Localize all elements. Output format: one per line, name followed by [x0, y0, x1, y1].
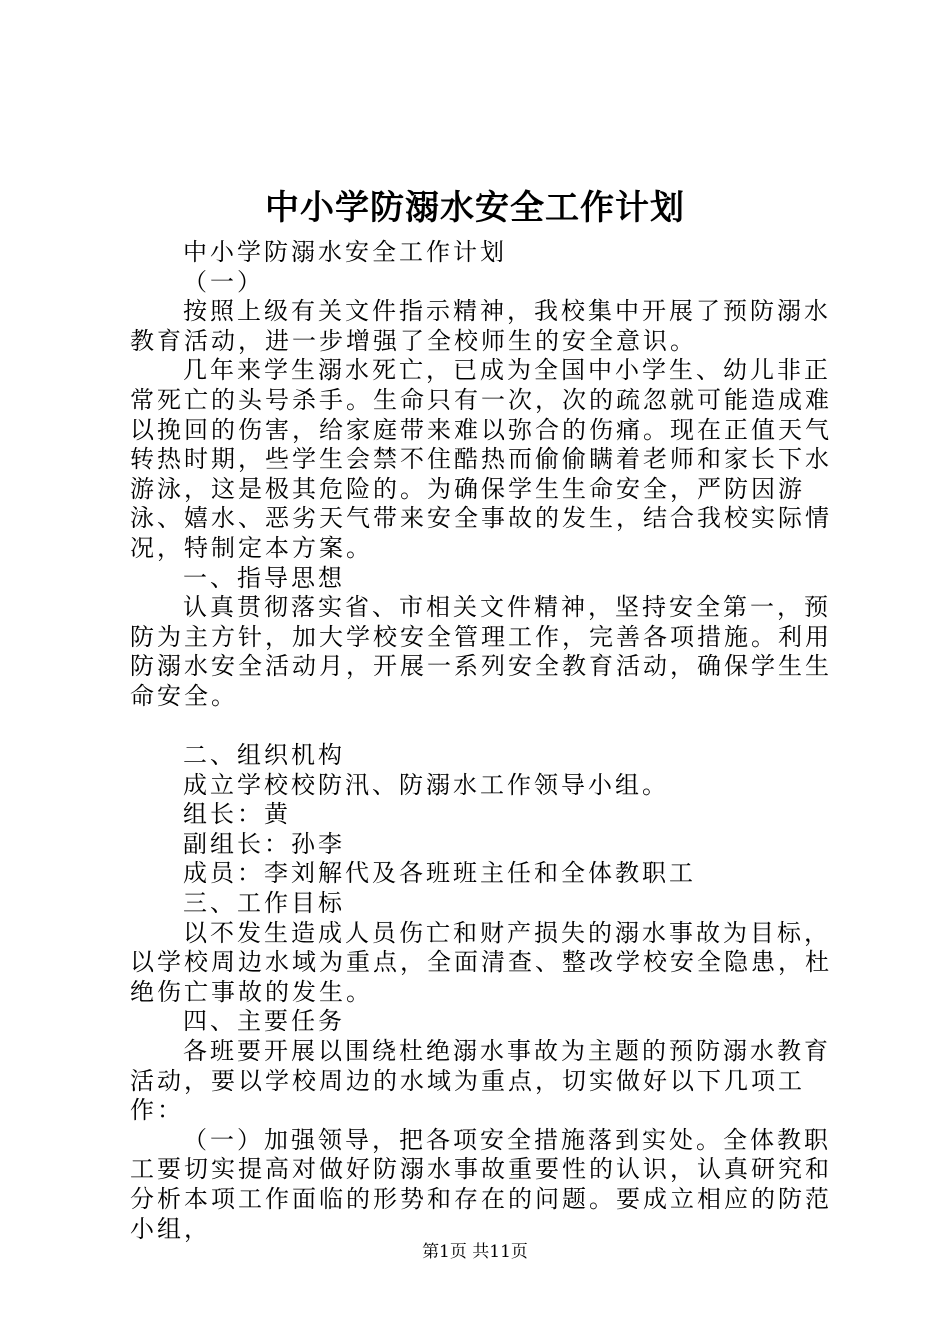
paragraph-guiding-thought: 认真贯彻落实省、市相关文件精神，坚持安全第一，预防为主方针，加大学校安全管理工作，完善各项措施。利用防溺水安全活动月，开展一系列安全教育活动，确保学生生命安全。	[130, 593, 832, 710]
heading-work-goals: 三、工作目标	[183, 889, 345, 918]
heading-main-tasks: 四、主要任务	[183, 1007, 345, 1036]
paragraph-organization: 成立学校校防汛、防溺水工作领导小组。	[183, 770, 669, 799]
paragraph-background: 几年来学生溺水死亡，已成为全国中小学生、幼儿非正常死亡的头号杀手。生命只有一次，次的疏忽就可能造成难以挽回的伤害，给家庭带来难以弥合的伤痛。现在正值天气转热时期，些学生会禁不住酷热而偷偷瞒着老师和家长下水游泳，这是极其危险的。为确保学生生命安全，严防因游泳、嬉水、恶劣天气带来安全事故的发生，结合我校实际情况，特制定本方案。	[130, 356, 832, 562]
paragraph-section-marker: （一）	[183, 267, 264, 296]
document-body	[130, 238, 850, 1244]
paragraph-members: 成员：李刘解代及各班班主任和全体教职工	[183, 859, 696, 888]
paragraph-deputy-leader: 副组长：孙李	[183, 829, 345, 858]
heading-organization: 二、组织机构	[183, 741, 345, 770]
paragraph-subtitle: 中小学防溺水安全工作计划	[183, 238, 507, 266]
page-footer: 第1页 共11页	[422, 1242, 528, 1262]
paragraph-task-one: （一）加强领导，把各项安全措施落到实处。全体教职工要切实提高对做好防溺水事故重要性的认识，认真研究和分析本项工作面临的形势和存在的问题。要成立相应的防范小组，	[130, 1125, 832, 1243]
paragraph-intro: 按照上级有关文件指示精神，我校集中开展了预防溺水教育活动，进一步增强了全校师生的安全意识。	[130, 297, 831, 355]
document-title: 中小学防溺水安全工作计划	[265, 188, 685, 228]
paragraph-main-tasks: 各班要开展以围绕杜绝溺水事故为主题的预防溺水教育活动，要以学校周边的水域为重点，切实做好以下几项工作：	[130, 1037, 831, 1125]
heading-guiding-thought: 一、指导思想	[183, 563, 345, 592]
blank-line	[130, 712, 850, 742]
paragraph-leader: 组长：黄	[183, 800, 291, 829]
paragraph-work-goals: 以不发生造成人员伤亡和财产损失的溺水事故为目标，以学校周边水域为重点，全面清查、整改学校安全隐患，杜绝伤亡事故的发生。	[130, 918, 832, 1006]
